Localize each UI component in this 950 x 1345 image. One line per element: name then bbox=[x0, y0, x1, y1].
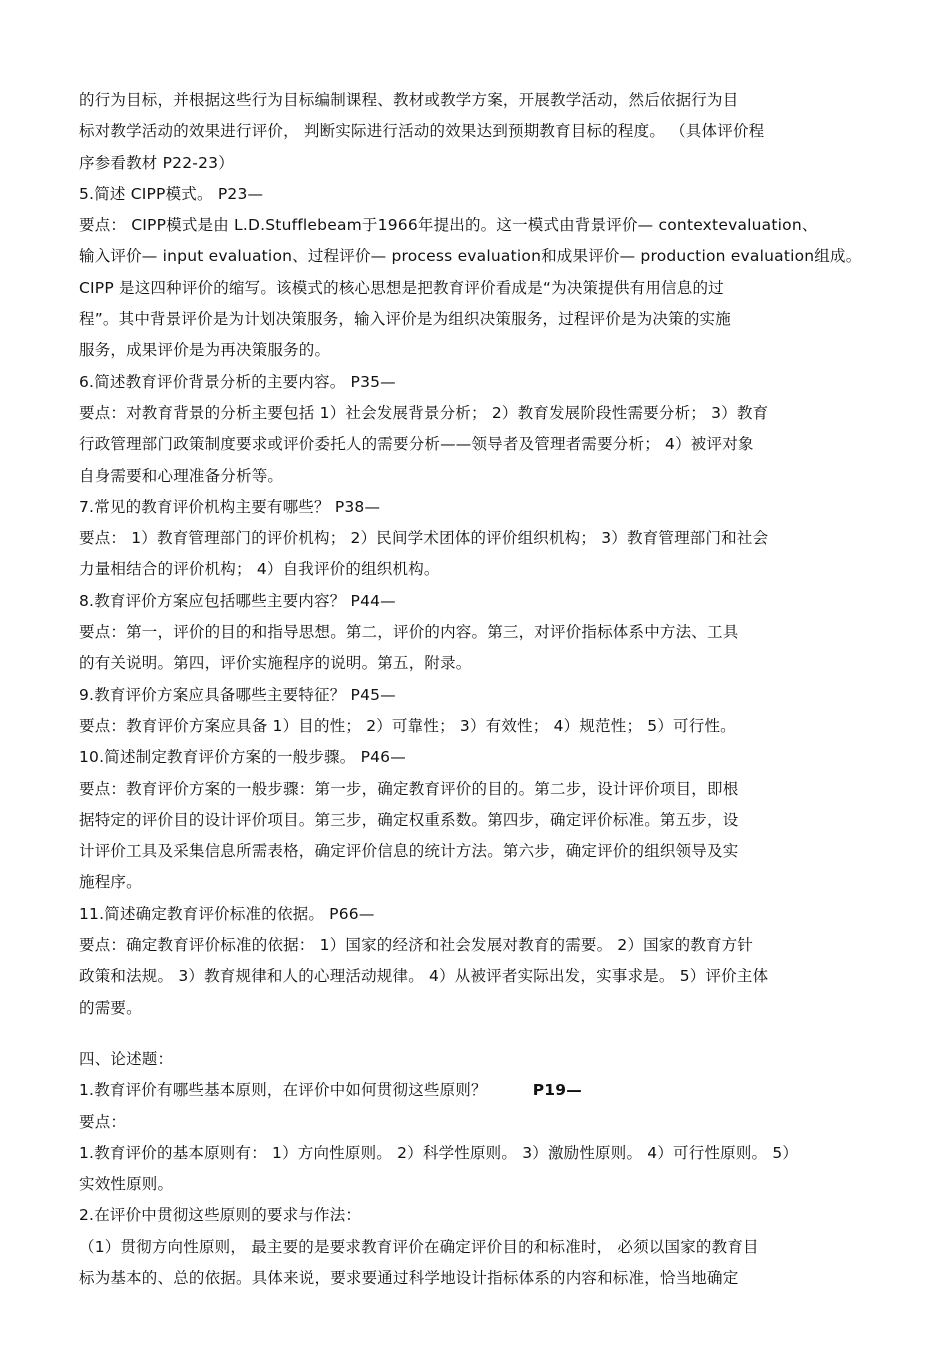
section-heading: 四、论述题： bbox=[79, 1049, 174, 1068]
text-line: 的行为目标，并根据这些行为目标编制课程、教材或教学方案，开展教学活动，然后依据行为目 bbox=[79, 91, 739, 109]
text-line: 输入评价— input evaluation、过程评价— process evaluation和成果评价— production evaluation组成。 bbox=[79, 247, 862, 266]
question-heading: 11.简述确定教育评价标准的依据。 P66— bbox=[79, 904, 375, 923]
text-line: 1.教育评价的基本原则有： 1）方向性原则。 2）科学性原则。 3）激励性原则。 4）可行性原则。 5） bbox=[79, 1143, 799, 1162]
text-line: 的有关说明。第四，评价实施程序的说明。第五，附录。 bbox=[79, 654, 472, 673]
text-line: 要点：第一，评价的目的和指导思想。第二，评价的内容。第三，对评价指标体系中方法、工具 bbox=[79, 623, 739, 642]
document-page bbox=[79, 85, 885, 1294]
section-gap bbox=[79, 1024, 885, 1044]
text-line: 要点： bbox=[79, 1112, 127, 1131]
text-line: 要点： CIPP模式是由 L.D.Stufflebeam于1966年提出的。这一模式由背景评价— contextevaluation、 bbox=[79, 216, 818, 235]
text-line: 自身需要和心理准备分析等。 bbox=[79, 466, 284, 485]
question-heading: 10.简述制定教育评价方案的一般步骤。 P46— bbox=[79, 748, 406, 767]
text-line: 序参看教材 P22-23） bbox=[79, 153, 234, 172]
question-heading: 8.教育评价方案应包括哪些主要内容？ P44— bbox=[79, 591, 396, 610]
text-line: 行政管理部门政策制度要求或评价委托人的需要分析——领导者及管理者需要分析； 4）被评对象 bbox=[79, 435, 754, 454]
question-heading: 5.简述 CIPP模式。 P23— bbox=[79, 184, 264, 203]
text-line: （1）贯彻方向性原则， 最主要的是要求教育评价在确定评价目的和标准时， 必须以国家的教育目 bbox=[79, 1237, 759, 1256]
text-line: 程”。其中背景评价是为计划决策服务，输入评价是为组织决策服务，过程评价是为决策的实施 bbox=[79, 310, 731, 329]
question-heading bbox=[79, 1075, 885, 1106]
question-heading: 7.常见的教育评价机构主要有哪些？ P38— bbox=[79, 497, 381, 516]
text-line: 计评价工具及采集信息所需表格，确定评价信息的统计方法。第六步，确定评价的组织领导及实 bbox=[79, 842, 739, 861]
text-line: 据特定的评价目的设计评价项目。第三步，确定权重系数。第四步，确定评价标准。第五步，设 bbox=[79, 810, 739, 829]
text-line: 要点：确定教育评价标准的依据： 1）国家的经济和社会发展对教育的需要。 2）国家的教育方针 bbox=[79, 936, 754, 955]
essay-question-text: 1.教育评价有哪些基本原则，在评价中如何贯彻这些原则？ bbox=[79, 1081, 487, 1100]
question-heading: 6.简述教育评价背景分析的主要内容。 P35— bbox=[79, 372, 396, 391]
text-line: 政策和法规。 3）教育规律和人的心理活动规律。 4）从被评者实际出发，实事求是。 5）评价主体 bbox=[79, 967, 769, 986]
text-line: 实效性原则。 bbox=[79, 1175, 174, 1194]
text-line: 要点：教育评价方案的一般步骤：第一步，确定教育评价的目的。第二步，设计评价项目，即根 bbox=[79, 779, 739, 798]
text-line: 要点：对教育背景的分析主要包括 1）社会发展背景分析； 2）教育发展阶段性需要分析； 3）教育 bbox=[79, 403, 769, 422]
text-line: CIPP 是这四种评价的缩写。该模式的核心思想是把教育评价看成是“为决策提供有用信息的过 bbox=[79, 278, 724, 297]
text-line: 2.在评价中贯彻这些原则的要求与作法： bbox=[79, 1206, 362, 1225]
text-line: 要点： 1）教育管理部门的评价机构； 2）民间学术团体的评价组织机构； 3）教育管理部门和社会 bbox=[79, 529, 769, 548]
page-reference: P19— bbox=[532, 1081, 582, 1100]
text-line: 力量相结合的评价机构； 4）自我评价的组织机构。 bbox=[79, 560, 440, 579]
text-line: 施程序。 bbox=[79, 873, 142, 892]
text-line: 的需要。 bbox=[79, 998, 142, 1017]
text-line: 要点：教育评价方案应具备 1）目的性； 2）可靠性； 3）有效性； 4）规范性； 5）可行性。 bbox=[79, 716, 736, 735]
question-heading: 9.教育评价方案应具备哪些主要特征？ P45— bbox=[79, 685, 396, 704]
text-line: 标为基本的、总的依据。具体来说，要求要通过科学地设计指标体系的内容和标准，恰当地确定 bbox=[79, 1268, 739, 1287]
text-line: 服务，成果评价是为再决策服务的。 bbox=[79, 341, 331, 360]
text-line: 标对教学活动的效果进行评价， 判断实际进行活动的效果达到预期教育目标的程度。 （具体评价程 bbox=[79, 122, 765, 141]
